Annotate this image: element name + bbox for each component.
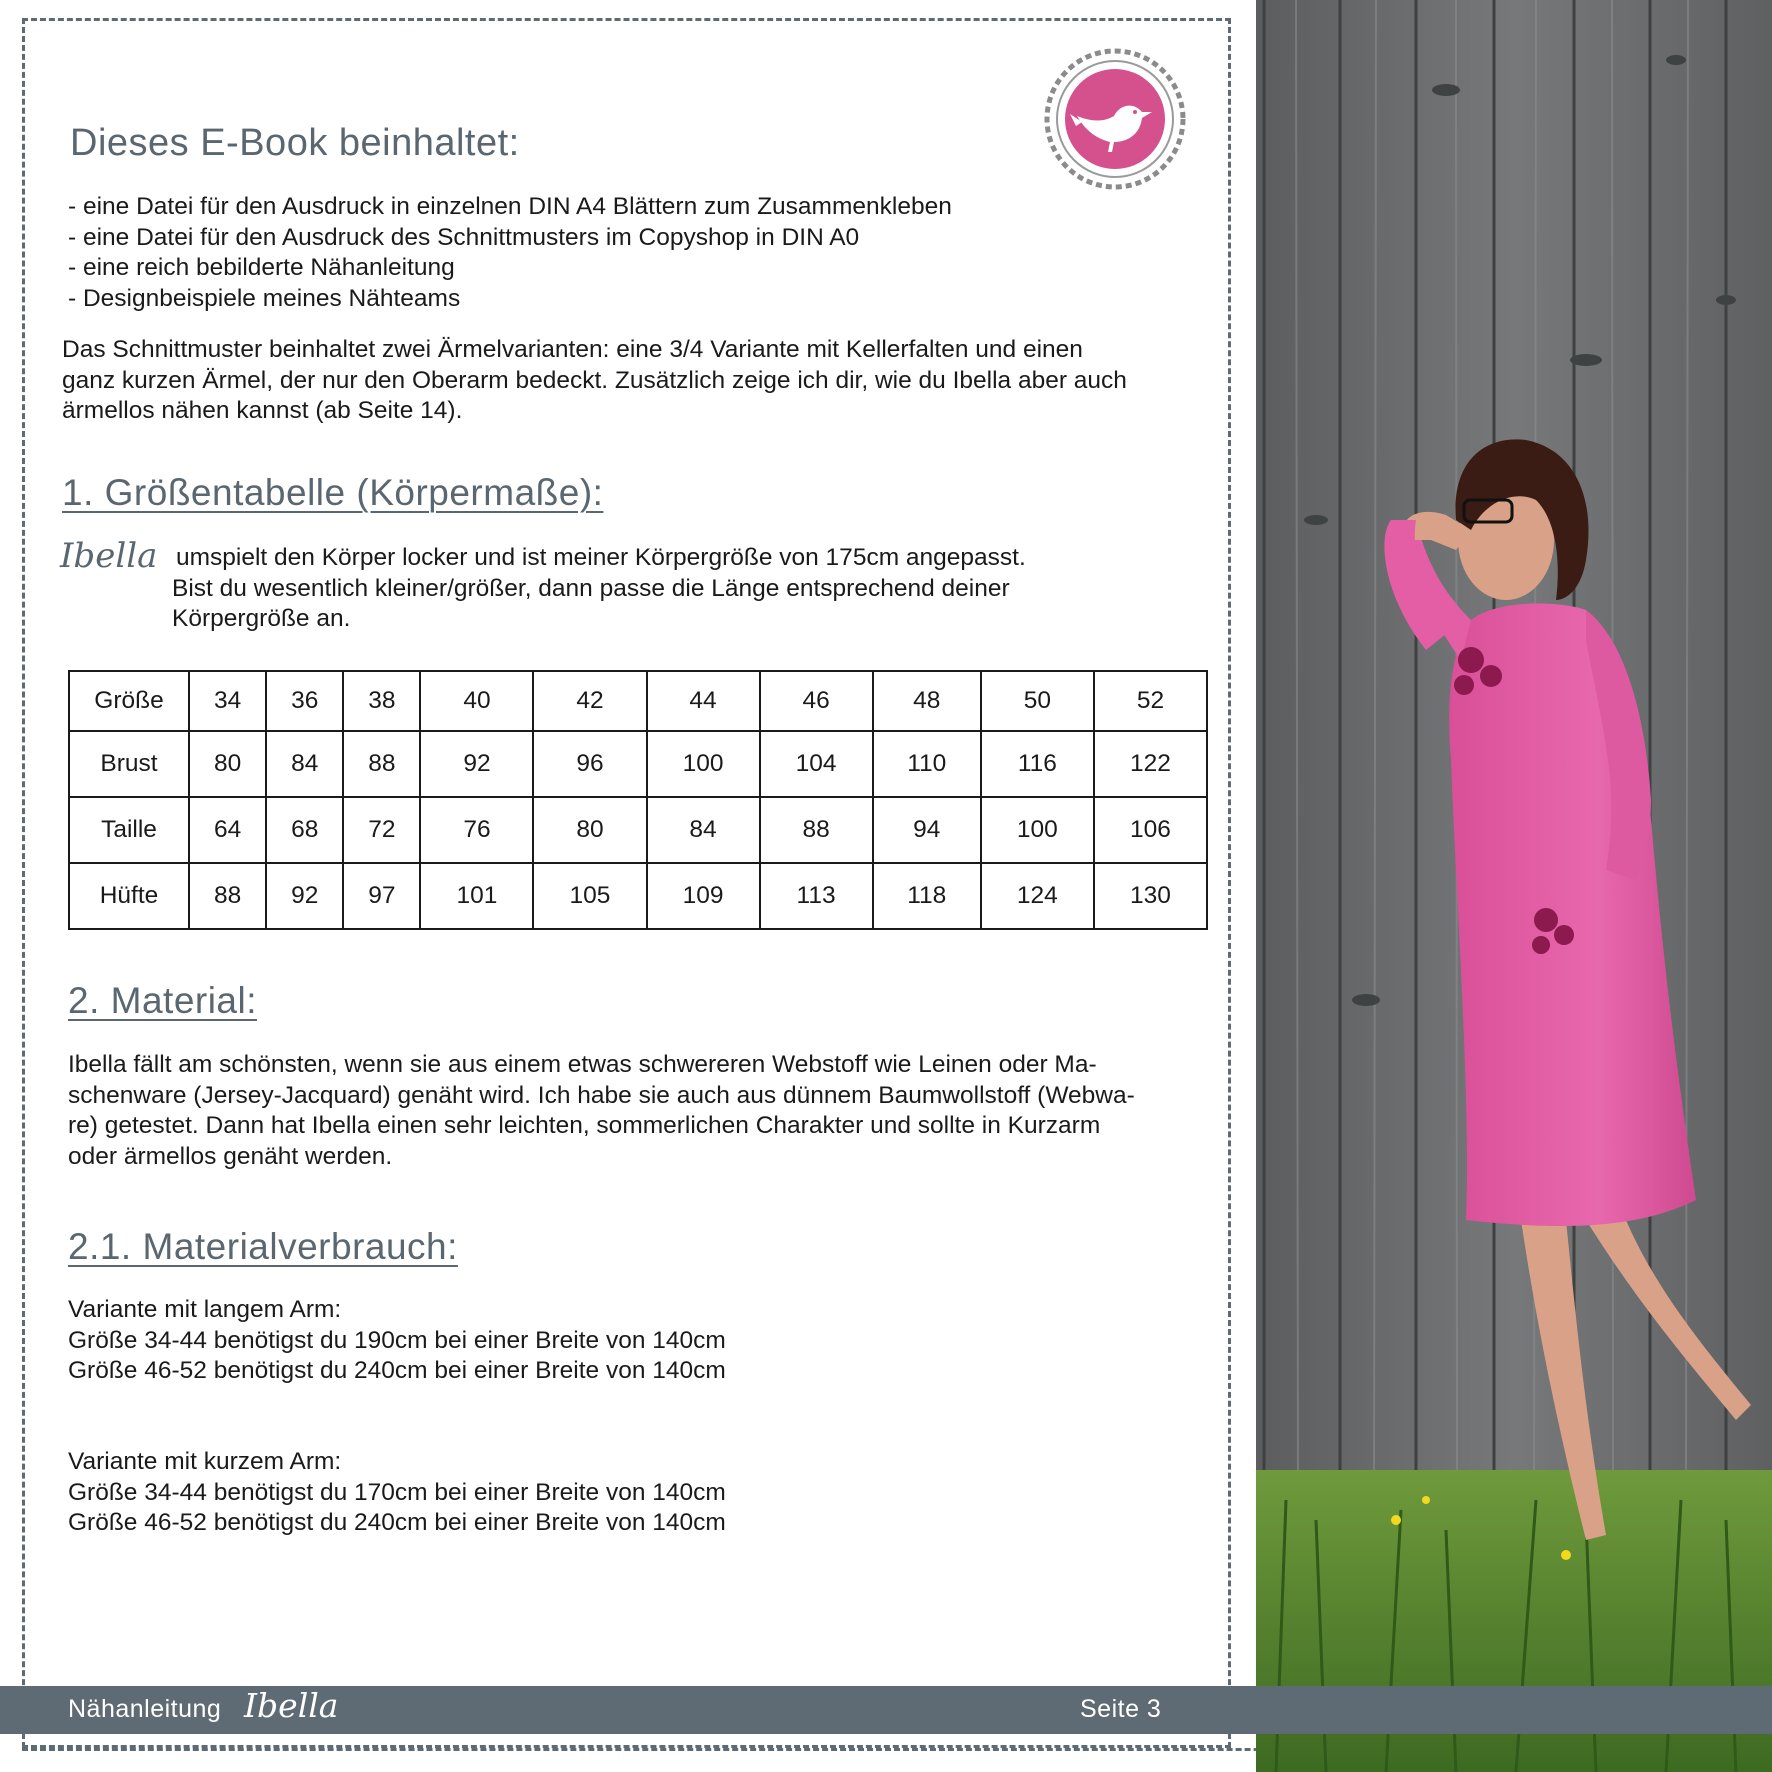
table-cell: 64 — [189, 797, 266, 863]
table-cell: 109 — [647, 863, 760, 929]
footer-bar — [0, 1686, 1772, 1734]
table-cell: 118 — [873, 863, 981, 929]
section-title-material-usage: 2.1. Materialverbrauch: — [68, 1226, 458, 1267]
size-table — [68, 670, 1208, 930]
intro-line: Das Schnittmuster beinhaltet zwei Ärmelvarianten: eine 3/4 Variante mit Kellerfalten und einen — [62, 336, 1083, 363]
table-cell: 88 — [760, 797, 873, 863]
table-cell: 36 — [266, 671, 343, 731]
material-line: schenware (Jersey-Jacquard) genäht wird. Ich habe sie auch aus dünnem Baumwollstoff (Webwa- — [68, 1081, 1135, 1109]
section-title-size-chart: 1. Größentabelle (Körpermaße): — [62, 472, 604, 513]
list-item: - eine reich bebilderte Nähanleitung — [68, 254, 455, 281]
table-cell: 40 — [420, 671, 533, 731]
material-line: oder ärmellos genäht werden. — [68, 1142, 393, 1170]
table-row — [69, 671, 1207, 731]
table-cell: Hüfte — [69, 863, 189, 929]
intro-line: ärmellos nähen kannst (ab Seite 14). — [62, 397, 463, 424]
table-cell: 97 — [343, 863, 420, 929]
usage-line: Variante mit kurzem Arm: — [68, 1448, 342, 1475]
intro-paragraph — [62, 335, 1127, 427]
usage-line: Größe 46-52 benötigst du 240cm bei einer Breite von 140cm — [68, 1509, 726, 1536]
usage-line: Variante mit langem Arm: — [68, 1296, 342, 1323]
table-cell: 84 — [647, 797, 760, 863]
list-item: - Designbeispiele meines Nähteams — [68, 284, 461, 312]
table-cell: Größe — [69, 671, 189, 731]
table-cell: 72 — [343, 797, 420, 863]
table-row — [69, 797, 1207, 863]
footer-title: Nähanleitung — [68, 1695, 222, 1723]
usage-short-arm — [68, 1447, 726, 1539]
table-row — [69, 731, 1207, 797]
material-paragraph — [68, 1050, 1135, 1172]
table-cell: 34 — [189, 671, 266, 731]
model-photo — [1256, 0, 1772, 1772]
material-line: Ibella fällt am schönsten, wenn sie aus einem etwas schwereren Webstoff wie Leinen oder Ma- — [68, 1051, 1097, 1078]
table-cell: 42 — [533, 671, 646, 731]
table-cell: Brust — [69, 731, 189, 797]
table-cell: 110 — [873, 731, 981, 797]
material-line: re) getestet. Dann hat Ibella einen sehr leichten, sommerlichen Charakter und sollte in Kurzarm — [68, 1112, 1101, 1139]
usage-line: Größe 34-44 benötigst du 170cm bei einer Breite von 140cm — [68, 1478, 726, 1506]
table-cell: 92 — [420, 731, 533, 797]
table-cell: 113 — [760, 863, 873, 929]
size-intro-line: umspielt den Körper locker und ist meiner Körpergröße von 175cm angepasst. — [176, 544, 1026, 571]
usage-line: Größe 46-52 benötigst du 240cm bei einer Breite von 140cm — [68, 1357, 726, 1384]
table-cell: 100 — [981, 797, 1094, 863]
usage-long-arm — [68, 1295, 726, 1387]
intro-line: ganz kurzen Ärmel, der nur den Oberarm bedeckt. Zusätzlich zeige ich dir, wie du Ibella aber auch — [62, 366, 1127, 394]
size-intro-paragraph — [172, 543, 1026, 635]
table-cell: 76 — [420, 797, 533, 863]
table-cell: 80 — [189, 731, 266, 797]
list-item: - eine Datei für den Ausdruck in einzelnen DIN A4 Blättern zum Zusammenkleben — [68, 193, 952, 220]
table-cell: 44 — [647, 671, 760, 731]
table-cell: 130 — [1094, 863, 1207, 929]
table-cell: 48 — [873, 671, 981, 731]
footer-signature: Ibella — [244, 1686, 339, 1725]
table-cell: 92 — [266, 863, 343, 929]
table-cell: 38 — [343, 671, 420, 731]
table-cell: Taille — [69, 797, 189, 863]
table-cell: 104 — [760, 731, 873, 797]
table-cell: 50 — [981, 671, 1094, 731]
table-cell: 88 — [189, 863, 266, 929]
table-cell: 124 — [981, 863, 1094, 929]
usage-line: Größe 34-44 benötigst du 190cm bei einer Breite von 140cm — [68, 1326, 726, 1354]
bird-logo-icon — [1042, 46, 1188, 192]
ibella-signature: Ibella — [60, 536, 158, 576]
table-cell: 100 — [647, 731, 760, 797]
size-intro-line: Bist du wesentlich kleiner/größer, dann passe die Länge entsprechend deiner — [172, 574, 1010, 602]
table-cell: 46 — [760, 671, 873, 731]
list-item: - eine Datei für den Ausdruck des Schnittmusters im Copyshop in DIN A0 — [68, 223, 860, 251]
table-cell: 68 — [266, 797, 343, 863]
table-cell: 101 — [420, 863, 533, 929]
table-cell: 80 — [533, 797, 646, 863]
table-cell: 122 — [1094, 731, 1207, 797]
table-cell: 94 — [873, 797, 981, 863]
page-heading: Dieses E-Book beinhaltet: — [70, 122, 520, 164]
table-cell: 52 — [1094, 671, 1207, 731]
table-cell: 88 — [343, 731, 420, 797]
size-intro-line: Körpergröße an. — [172, 605, 351, 632]
page-number: Seite 3 — [1080, 1695, 1162, 1723]
table-cell: 96 — [533, 731, 646, 797]
table-cell: 116 — [981, 731, 1094, 797]
table-cell: 106 — [1094, 797, 1207, 863]
table-cell: 84 — [266, 731, 343, 797]
section-title-material: 2. Material: — [68, 980, 258, 1021]
table-cell: 105 — [533, 863, 646, 929]
table-row — [69, 863, 1207, 929]
contents-list — [68, 192, 952, 314]
